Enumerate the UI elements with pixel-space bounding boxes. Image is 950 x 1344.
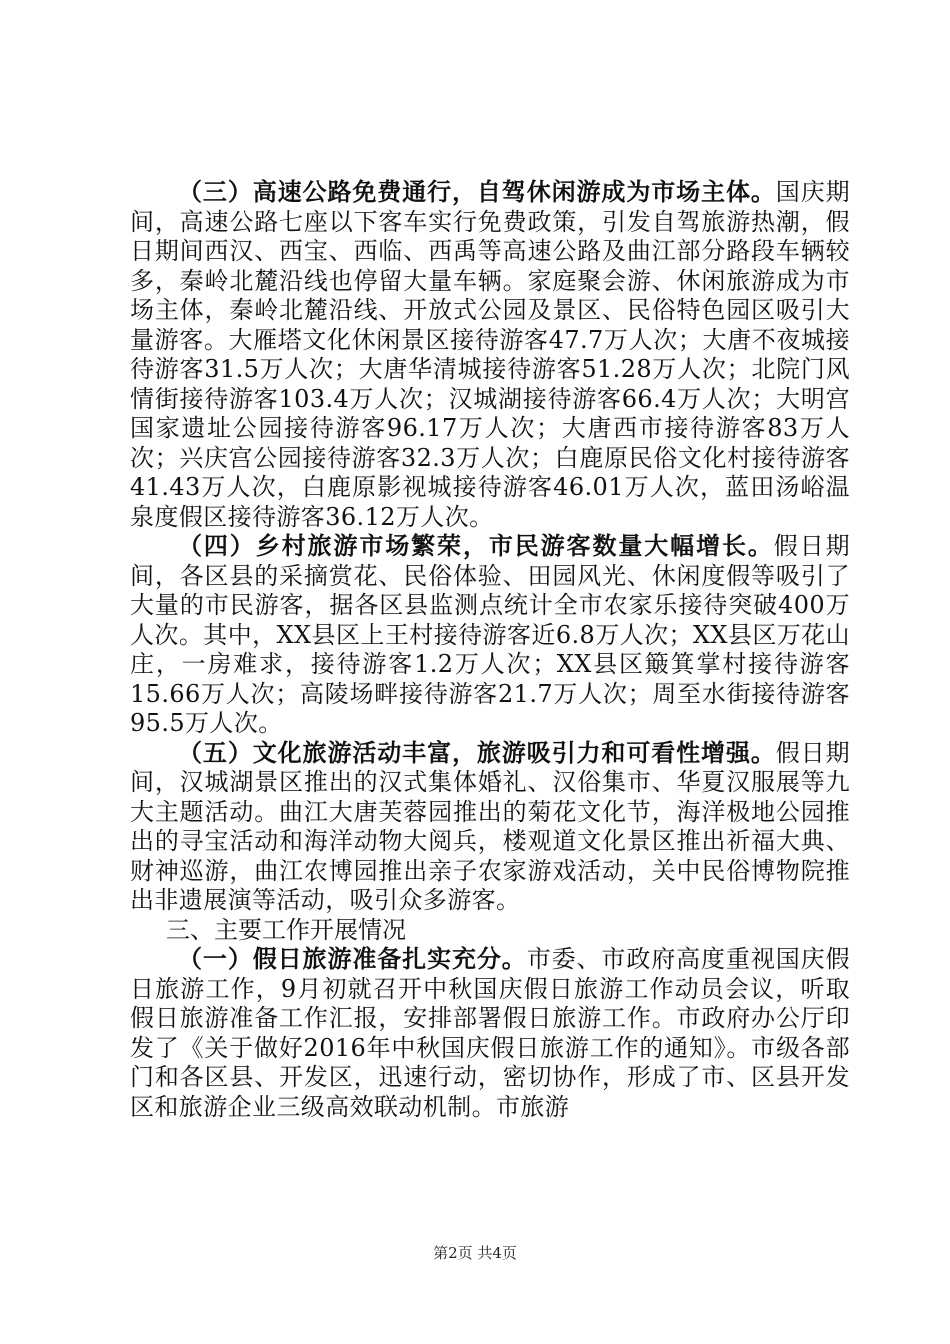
- document-body: [130, 178, 850, 1122]
- paragraph-rural: [130, 532, 850, 739]
- paragraph-preparation: [130, 945, 850, 1122]
- paragraph-lead: （四）乡村旅游市场繁荣，市民游客数量大幅增长。: [178, 532, 774, 560]
- section-heading: 三、主要工作开展情况: [166, 915, 406, 944]
- paragraph-text: 国庆期间，高速公路七座以下客车实行免费政策，引发自驾旅游热潮，假日期间西汉、西宝、西临、西禹等高速公路及曲江部分路段车辆较多，秦岭北麓沿线也停留大量车辆。家庭聚会游、休闲旅游成为市场主体，秦岭北麓沿线、开放式公园及景区、民俗特色园区吸引大量游客。大雁塔文化休闲景区接待游客47.7万人次；大唐不夜城接待游客31.5万人次；大唐华清城接待游客51.28万人次；北院门风情街接待游客103.4万人次；汉城湖接待游客66.4万人次；大明宫国家遗址公园接待游客96.17万人次；大唐西市接待游客83万人次；兴庆宫公园接待游客32.3万人次；白鹿原民俗文化村接待游客41.43万人次，白鹿原影视城接待游客46.01万人次，蓝田汤峪温泉度假区接待游客36.12万人次。: [130, 178, 850, 531]
- paragraph-highway: [130, 178, 850, 532]
- page-footer: 第2页 共4页: [433, 1244, 517, 1262]
- paragraph-text: 假日期间，各区县的采摘赏花、民俗体验、田园风光、休闲度假等吸引了大量的市民游客，据各区县监测点统计全市农家乐接待突破400万人次。其中，XX县区上王村接待游客近6.8万人次；XX县区万花山庄，一房难求，接待游客1.2万人次；XX县区簸箕掌村接待游客15.66万人次；高陵场畔接待游客21.7万人次；周至水街接待游客95.5万人次。: [130, 532, 851, 737]
- paragraph-lead: （五）文化旅游活动丰富，旅游吸引力和可看性增强。: [178, 738, 776, 767]
- paragraph-lead: （一）假日旅游准备扎实充分。: [178, 945, 527, 973]
- paragraph-text: 市委、市政府高度重视国庆假日旅游工作，9月初就召开中秋国庆假日旅游工作动员会议，听取假日旅游准备工作汇报，安排部署假日旅游工作。市政府办公厅印发了《关于做好2016年中秋国庆假日旅游工作的通知》。市级各部门和各区县、开发区，迅速行动，密切协作，形成了市、区县开发区和旅游企业三级高效联动机制。市旅游: [130, 945, 850, 1121]
- paragraph-text: 假日期间，汉城湖景区推出的汉式集体婚礼、汉俗集市、华夏汉服展等九大主题活动。曲江大唐芙蓉园推出的菊花文化节，海洋极地公园推出的寻宝活动和海洋动物大阅兵，楼观道文化景区推出祈福大典、财神巡游，曲江农博园推出亲子农家游戏活动，关中民俗博物院推出非遗展演等活动，吸引众多游客。: [130, 738, 850, 914]
- paragraph-lead: （三）高速公路免费通行，自驾休闲游成为市场主体。: [178, 178, 776, 206]
- paragraph-culture: [130, 739, 850, 916]
